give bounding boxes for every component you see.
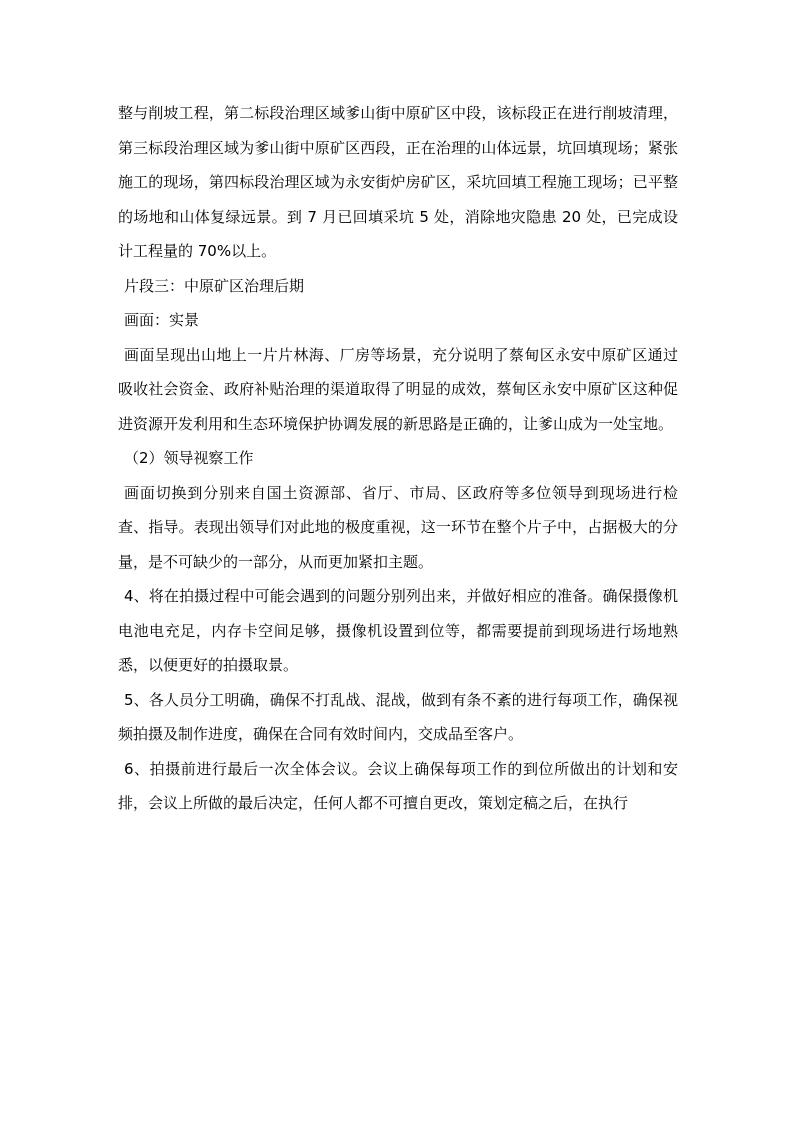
list-item-4: 4、将在拍摄过程中可能会遇到的问题分别列出来，并做好相应的准备。确保摄像机电池电充足，内存卡空间足够，摄像机设置到位等，都需要提前到现场进行场地熟悉，以便更好的拍摄取景。: [118, 587, 678, 674]
section-heading-leader-inspection: （2）领导视察工作: [124, 449, 254, 467]
paragraph-scene-description: 画面呈现出山地上一片片林海、厂房等场景，充分说明了蔡甸区永安中原矿区通过吸收社会资金、政府补贴治理的渠道取得了明显的成效，蔡甸区永安中原矿区这种促进资源开发利用和生态环境保护协调发展的新思路是正确的，让爹山成为一处宝地。: [118, 345, 678, 433]
section-heading-segment-three: 片段三：中原矿区治理后期: [124, 276, 305, 295]
document-body: [118, 96, 678, 821]
list-item-6: 6、拍摄前进行最后一次全体会议。会议上确保每项工作的到位所做出的计划和安排，会议上所做的最后决定，任何人都不可擅自更改，策划定稿之后，在执行: [118, 759, 678, 812]
paragraph-construction-progress: 整与削坡工程，第二标段治理区域爹山街中原矿区中段，该标段正在进行削坡清理，第三标段治理区域为爹山街中原矿区西段，正在治理的山体远景，坑回填现场；紧张施工的现场，第四标段治理区域为永安街炉房矿区，采坑回填工程施工现场；已平整的场地和山体复绿远景。到 7 月已回填采坑 5 处，消除地灾隐患 20 处，已完成设计工程量的 70%以上。: [118, 104, 678, 260]
scene-label: 画面：实景: [124, 311, 200, 329]
list-item-5: 5、各人员分工明确，确保不打乱战、混战，做到有条不紊的进行每项工作，确保视频拍摄及制作进度，确保在合同有效时间内，交成品至客户。: [118, 690, 678, 743]
paragraph-leader-inspection: 画面切换到分别来自国土资源部、省厅、市局、区政府等多位领导到现场进行检查、指导。表现出领导们对此地的极度重视，这一环节在整个片子中，占据极大的分量，是不可缺少的一部分，从而更加紧扣主题。: [118, 483, 678, 571]
